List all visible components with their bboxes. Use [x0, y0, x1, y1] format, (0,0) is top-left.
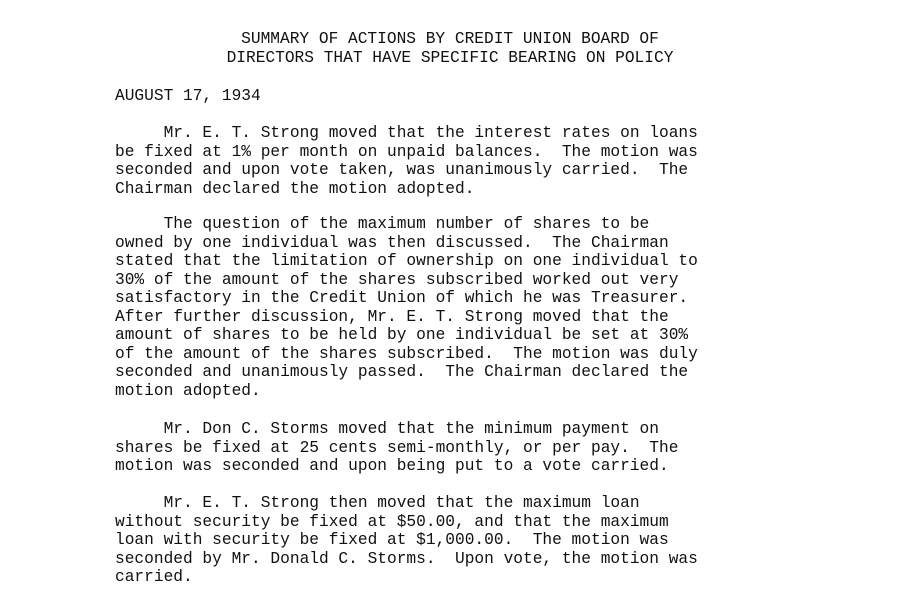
text-line: owned by one individual was then discussed. The Chairman: [115, 233, 669, 252]
paragraph-interest-rates: [115, 124, 815, 198]
text-line: motion adopted.: [115, 381, 261, 400]
text-line: Mr. E. T. Strong then moved that the maximum loan: [115, 494, 640, 512]
text-line: satisfactory in the Credit Union of which he was Treasurer.: [115, 289, 689, 307]
text-line: carried.: [115, 568, 193, 586]
text-line: seconded and unanimously passed. The Chairman declared the: [115, 363, 689, 381]
title-line-1: SUMMARY OF ACTIONS BY CREDIT UNION BOARD OF: [241, 30, 659, 48]
text-line: The question of the maximum number of shares to be: [115, 215, 650, 233]
text-line: stated that the limitation of ownership on one individual to: [115, 252, 698, 270]
text-line: loan with security be fixed at $1,000.00. The motion was: [115, 531, 669, 549]
title-line-2: DIRECTORS THAT HAVE SPECIFIC BEARING ON POLICY: [226, 48, 674, 67]
text-line: seconded by Mr. Donald C. Storms. Upon vote, the motion was: [115, 549, 698, 568]
meeting-date: AUGUST 17, 1934: [115, 87, 261, 105]
text-line: 30% of the amount of the shares subscribed worked out very: [115, 270, 679, 289]
text-line: amount of shares to be held by one individual be set at 30%: [115, 326, 689, 344]
text-line: Mr. Don C. Storms moved that the minimum payment on: [115, 420, 659, 438]
paragraph-maximum-loan: [115, 494, 815, 587]
text-line: shares be fixed at 25 cents semi-monthly, or per pay. The: [115, 438, 679, 457]
text-line: Mr. E. T. Strong moved that the interest rates on loans: [115, 124, 698, 142]
text-line: Chairman declared the motion adopted.: [115, 179, 475, 198]
text-line: be fixed at 1% per month on unpaid balances. The motion was: [115, 142, 698, 161]
document-title: [0, 30, 900, 67]
text-line: seconded and upon vote taken, was unanimously carried. The: [115, 161, 689, 179]
text-line: motion was seconded and upon being put to a vote carried.: [115, 457, 669, 475]
text-line: without security be fixed at $50.00, and that the maximum: [115, 512, 669, 531]
text-line: After further discussion, Mr. E. T. Strong moved that the: [115, 307, 669, 326]
paragraph-minimum-payment: [115, 420, 815, 476]
paragraph-max-shares: [115, 215, 815, 400]
text-line: of the amount of the shares subscribed. The motion was duly: [115, 344, 698, 363]
